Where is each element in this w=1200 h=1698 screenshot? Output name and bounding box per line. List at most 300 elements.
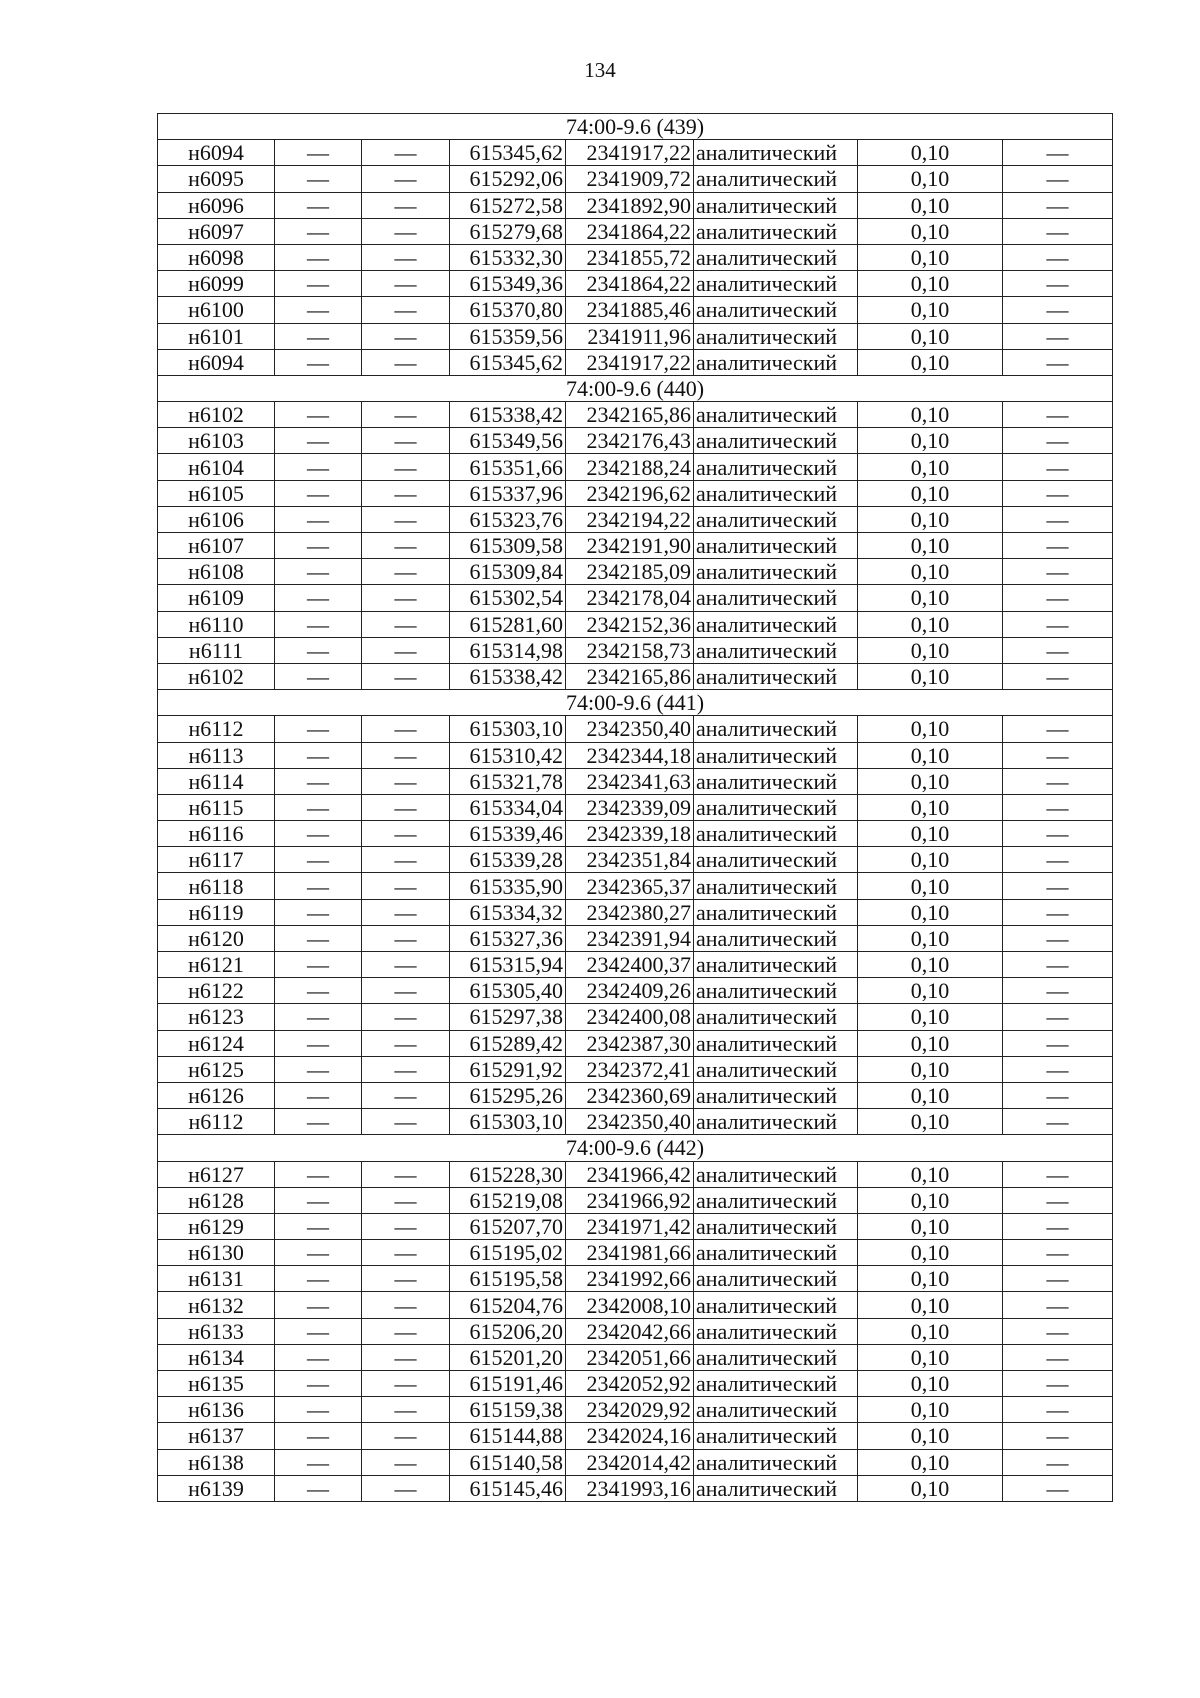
table-row [158, 1449, 1113, 1475]
dash-cell: — [1003, 218, 1113, 244]
point-name-cell: н6108 [158, 559, 275, 585]
method-cell: аналитический [694, 1187, 858, 1213]
section-header-row [158, 114, 1113, 140]
y-coordinate-cell: 2342178,04 [566, 585, 694, 611]
dash-cell: — [275, 1318, 362, 1344]
accuracy-cell: 0,10 [858, 1344, 1003, 1370]
table-row [158, 611, 1113, 637]
table-row [158, 271, 1113, 297]
y-coordinate-cell: 2342380,27 [566, 899, 694, 925]
point-name-cell: н6107 [158, 533, 275, 559]
point-name-cell: н6115 [158, 794, 275, 820]
dash-cell: — [1003, 585, 1113, 611]
x-coordinate-cell: 615321,78 [450, 768, 566, 794]
dash-cell: — [1003, 533, 1113, 559]
dash-cell: — [275, 349, 362, 375]
table-row [158, 506, 1113, 532]
y-coordinate-cell: 2342365,37 [566, 873, 694, 899]
table-row [158, 349, 1113, 375]
method-cell: аналитический [694, 794, 858, 820]
x-coordinate-cell: 615349,56 [450, 428, 566, 454]
x-coordinate-cell: 615159,38 [450, 1397, 566, 1423]
accuracy-cell: 0,10 [858, 978, 1003, 1004]
table-row [158, 768, 1113, 794]
dash-cell: — [275, 899, 362, 925]
point-name-cell: н6126 [158, 1082, 275, 1108]
dash-cell: — [275, 1449, 362, 1475]
method-cell: аналитический [694, 716, 858, 742]
table-row [158, 402, 1113, 428]
method-cell: аналитический [694, 873, 858, 899]
method-cell: аналитический [694, 1344, 858, 1370]
dash-cell: — [362, 323, 450, 349]
x-coordinate-cell: 615315,94 [450, 952, 566, 978]
dash-cell: — [362, 585, 450, 611]
method-cell: аналитический [694, 952, 858, 978]
table-row [158, 742, 1113, 768]
dash-cell: — [1003, 663, 1113, 689]
accuracy-cell: 0,10 [858, 821, 1003, 847]
dash-cell: — [362, 454, 450, 480]
method-cell: аналитический [694, 663, 858, 689]
accuracy-cell: 0,10 [858, 1292, 1003, 1318]
x-coordinate-cell: 615339,46 [450, 821, 566, 847]
dash-cell: — [1003, 1004, 1113, 1030]
dash-cell: — [1003, 402, 1113, 428]
x-coordinate-cell: 615337,96 [450, 480, 566, 506]
method-cell: аналитический [694, 454, 858, 480]
dash-cell: — [275, 506, 362, 532]
x-coordinate-cell: 615295,26 [450, 1082, 566, 1108]
table-row [158, 428, 1113, 454]
table-row [158, 1161, 1113, 1187]
x-coordinate-cell: 615297,38 [450, 1004, 566, 1030]
dash-cell: — [275, 428, 362, 454]
page-number: 134 [584, 58, 616, 82]
dash-cell: — [362, 192, 450, 218]
method-cell: аналитический [694, 271, 858, 297]
accuracy-cell: 0,10 [858, 428, 1003, 454]
point-name-cell: н6099 [158, 271, 275, 297]
accuracy-cell: 0,10 [858, 454, 1003, 480]
point-name-cell: н6105 [158, 480, 275, 506]
accuracy-cell: 0,10 [858, 611, 1003, 637]
table-row [158, 978, 1113, 1004]
dash-cell: — [275, 454, 362, 480]
x-coordinate-cell: 615291,92 [450, 1056, 566, 1082]
dash-cell: — [275, 925, 362, 951]
dash-cell: — [362, 1056, 450, 1082]
x-coordinate-cell: 615272,58 [450, 192, 566, 218]
dash-cell: — [362, 1292, 450, 1318]
dash-cell: — [1003, 271, 1113, 297]
dash-cell: — [1003, 1161, 1113, 1187]
accuracy-cell: 0,10 [858, 480, 1003, 506]
method-cell: аналитический [694, 585, 858, 611]
dash-cell: — [275, 1344, 362, 1370]
x-coordinate-cell: 615292,06 [450, 166, 566, 192]
dash-cell: — [1003, 1344, 1113, 1370]
dash-cell: — [1003, 873, 1113, 899]
x-coordinate-cell: 615206,20 [450, 1318, 566, 1344]
method-cell: аналитический [694, 1240, 858, 1266]
method-cell: аналитический [694, 349, 858, 375]
table-row [158, 821, 1113, 847]
table-row [158, 218, 1113, 244]
dash-cell: — [362, 1187, 450, 1213]
accuracy-cell: 0,10 [858, 637, 1003, 663]
table-row [158, 140, 1113, 166]
dash-cell: — [1003, 244, 1113, 270]
dash-cell: — [1003, 454, 1113, 480]
x-coordinate-cell: 615323,76 [450, 506, 566, 532]
dash-cell: — [362, 1397, 450, 1423]
y-coordinate-cell: 2341917,22 [566, 140, 694, 166]
point-name-cell: н6128 [158, 1187, 275, 1213]
accuracy-cell: 0,10 [858, 1213, 1003, 1239]
table-row [158, 1082, 1113, 1108]
point-name-cell: н6135 [158, 1371, 275, 1397]
dash-cell: — [275, 847, 362, 873]
dash-cell: — [1003, 140, 1113, 166]
y-coordinate-cell: 2342391,94 [566, 925, 694, 951]
method-cell: аналитический [694, 1449, 858, 1475]
accuracy-cell: 0,10 [858, 663, 1003, 689]
accuracy-cell: 0,10 [858, 559, 1003, 585]
point-name-cell: н6124 [158, 1030, 275, 1056]
dash-cell: — [362, 244, 450, 270]
point-name-cell: н6096 [158, 192, 275, 218]
dash-cell: — [275, 140, 362, 166]
y-coordinate-cell: 2342350,40 [566, 1109, 694, 1135]
accuracy-cell: 0,10 [858, 506, 1003, 532]
table-row [158, 1187, 1113, 1213]
point-name-cell: н6122 [158, 978, 275, 1004]
accuracy-cell: 0,10 [858, 1030, 1003, 1056]
y-coordinate-cell: 2342188,24 [566, 454, 694, 480]
accuracy-cell: 0,10 [858, 585, 1003, 611]
y-coordinate-cell: 2341864,22 [566, 218, 694, 244]
dash-cell: — [362, 218, 450, 244]
dash-cell: — [275, 1161, 362, 1187]
dash-cell: — [1003, 1213, 1113, 1239]
dash-cell: — [1003, 821, 1113, 847]
point-name-cell: н6100 [158, 297, 275, 323]
x-coordinate-cell: 615310,42 [450, 742, 566, 768]
accuracy-cell: 0,10 [858, 271, 1003, 297]
dash-cell: — [275, 978, 362, 1004]
dash-cell: — [362, 1266, 450, 1292]
dash-cell: — [275, 1397, 362, 1423]
point-name-cell: н6134 [158, 1344, 275, 1370]
accuracy-cell: 0,10 [858, 1187, 1003, 1213]
dash-cell: — [1003, 1475, 1113, 1501]
table-row [158, 1318, 1113, 1344]
x-coordinate-cell: 615338,42 [450, 663, 566, 689]
dash-cell: — [275, 533, 362, 559]
y-coordinate-cell: 2342191,90 [566, 533, 694, 559]
table-row [158, 847, 1113, 873]
point-name-cell: н6094 [158, 349, 275, 375]
x-coordinate-cell: 615302,54 [450, 585, 566, 611]
dash-cell: — [275, 244, 362, 270]
dash-cell: — [1003, 1318, 1113, 1344]
x-coordinate-cell: 615305,40 [450, 978, 566, 1004]
accuracy-cell: 0,10 [858, 1371, 1003, 1397]
point-name-cell: н6111 [158, 637, 275, 663]
accuracy-cell: 0,10 [858, 192, 1003, 218]
point-name-cell: н6129 [158, 1213, 275, 1239]
point-name-cell: н6137 [158, 1423, 275, 1449]
dash-cell: — [362, 1344, 450, 1370]
table-row [158, 323, 1113, 349]
dash-cell: — [1003, 1449, 1113, 1475]
dash-cell: — [362, 506, 450, 532]
point-name-cell: н6102 [158, 402, 275, 428]
dash-cell: — [362, 952, 450, 978]
dash-cell: — [1003, 1109, 1113, 1135]
x-coordinate-cell: 615345,62 [450, 140, 566, 166]
table-row [158, 533, 1113, 559]
dash-cell: — [362, 611, 450, 637]
point-name-cell: н6120 [158, 925, 275, 951]
accuracy-cell: 0,10 [858, 297, 1003, 323]
dash-cell: — [362, 768, 450, 794]
method-cell: аналитический [694, 218, 858, 244]
dash-cell: — [275, 1292, 362, 1318]
method-cell: аналитический [694, 402, 858, 428]
y-coordinate-cell: 2342400,08 [566, 1004, 694, 1030]
y-coordinate-cell: 2342350,40 [566, 716, 694, 742]
dash-cell: — [275, 1030, 362, 1056]
dash-cell: — [1003, 1266, 1113, 1292]
method-cell: аналитический [694, 1423, 858, 1449]
accuracy-cell: 0,10 [858, 1056, 1003, 1082]
dash-cell: — [1003, 847, 1113, 873]
point-name-cell: н6131 [158, 1266, 275, 1292]
accuracy-cell: 0,10 [858, 1397, 1003, 1423]
dash-cell: — [1003, 349, 1113, 375]
y-coordinate-cell: 2342351,84 [566, 847, 694, 873]
dash-cell: — [1003, 716, 1113, 742]
point-name-cell: н6132 [158, 1292, 275, 1318]
y-coordinate-cell: 2341885,46 [566, 297, 694, 323]
dash-cell: — [1003, 297, 1113, 323]
y-coordinate-cell: 2341971,42 [566, 1213, 694, 1239]
dash-cell: — [362, 716, 450, 742]
accuracy-cell: 0,10 [858, 244, 1003, 270]
accuracy-cell: 0,10 [858, 1004, 1003, 1030]
dash-cell: — [362, 140, 450, 166]
dash-cell: — [1003, 952, 1113, 978]
x-coordinate-cell: 615145,46 [450, 1475, 566, 1501]
y-coordinate-cell: 2341917,22 [566, 349, 694, 375]
dash-cell: — [362, 349, 450, 375]
dash-cell: — [362, 1371, 450, 1397]
point-name-cell: н6109 [158, 585, 275, 611]
method-cell: аналитический [694, 821, 858, 847]
dash-cell: — [1003, 1292, 1113, 1318]
y-coordinate-cell: 2342339,09 [566, 794, 694, 820]
dash-cell: — [362, 899, 450, 925]
table-row [158, 899, 1113, 925]
y-coordinate-cell: 2342042,66 [566, 1318, 694, 1344]
table-row [158, 1266, 1113, 1292]
x-coordinate-cell: 615144,88 [450, 1423, 566, 1449]
method-cell: аналитический [694, 244, 858, 270]
method-cell: аналитический [694, 533, 858, 559]
x-coordinate-cell: 615339,28 [450, 847, 566, 873]
table-row [158, 925, 1113, 951]
dash-cell: — [362, 925, 450, 951]
point-name-cell: н6118 [158, 873, 275, 899]
dash-cell: — [275, 559, 362, 585]
y-coordinate-cell: 2341981,66 [566, 1240, 694, 1266]
point-name-cell: н6121 [158, 952, 275, 978]
y-coordinate-cell: 2342014,42 [566, 1449, 694, 1475]
table-row [158, 637, 1113, 663]
dash-cell: — [1003, 925, 1113, 951]
table-row [158, 1240, 1113, 1266]
x-coordinate-cell: 615345,62 [450, 349, 566, 375]
y-coordinate-cell: 2341966,92 [566, 1187, 694, 1213]
table-row [158, 480, 1113, 506]
dash-cell: — [1003, 768, 1113, 794]
point-name-cell: н6106 [158, 506, 275, 532]
table-row [158, 1004, 1113, 1030]
method-cell: аналитический [694, 1371, 858, 1397]
method-cell: аналитический [694, 1318, 858, 1344]
x-coordinate-cell: 615309,84 [450, 559, 566, 585]
y-coordinate-cell: 2342339,18 [566, 821, 694, 847]
dash-cell: — [1003, 166, 1113, 192]
dash-cell: — [275, 873, 362, 899]
method-cell: аналитический [694, 1109, 858, 1135]
x-coordinate-cell: 615334,32 [450, 899, 566, 925]
dash-cell: — [1003, 794, 1113, 820]
dash-cell: — [362, 533, 450, 559]
x-coordinate-cell: 615195,02 [450, 1240, 566, 1266]
section-title: 74:00-9.6 (442) [158, 1135, 1113, 1161]
y-coordinate-cell: 2342344,18 [566, 742, 694, 768]
dash-cell: — [362, 1161, 450, 1187]
y-coordinate-cell: 2341909,72 [566, 166, 694, 192]
table-row [158, 585, 1113, 611]
point-name-cell: н6138 [158, 1449, 275, 1475]
dash-cell: — [1003, 428, 1113, 454]
dash-cell: — [275, 1475, 362, 1501]
point-name-cell: н6103 [158, 428, 275, 454]
dash-cell: — [275, 768, 362, 794]
dash-cell: — [362, 1213, 450, 1239]
x-coordinate-cell: 615303,10 [450, 716, 566, 742]
accuracy-cell: 0,10 [858, 349, 1003, 375]
dash-cell: — [275, 297, 362, 323]
method-cell: аналитический [694, 1056, 858, 1082]
dash-cell: — [362, 1475, 450, 1501]
x-coordinate-cell: 615289,42 [450, 1030, 566, 1056]
dash-cell: — [275, 166, 362, 192]
method-cell: аналитический [694, 480, 858, 506]
y-coordinate-cell: 2342165,86 [566, 663, 694, 689]
dash-cell: — [1003, 1240, 1113, 1266]
accuracy-cell: 0,10 [858, 794, 1003, 820]
accuracy-cell: 0,10 [858, 742, 1003, 768]
point-name-cell: н6095 [158, 166, 275, 192]
dash-cell: — [275, 480, 362, 506]
table-row [158, 952, 1113, 978]
dash-cell: — [275, 1056, 362, 1082]
accuracy-cell: 0,10 [858, 847, 1003, 873]
x-coordinate-cell: 615349,36 [450, 271, 566, 297]
point-name-cell: н6139 [158, 1475, 275, 1501]
y-coordinate-cell: 2341892,90 [566, 192, 694, 218]
accuracy-cell: 0,10 [858, 716, 1003, 742]
method-cell: аналитический [694, 192, 858, 218]
method-cell: аналитический [694, 1030, 858, 1056]
dash-cell: — [362, 1030, 450, 1056]
y-coordinate-cell: 2342387,30 [566, 1030, 694, 1056]
y-coordinate-cell: 2342029,92 [566, 1397, 694, 1423]
dash-cell: — [275, 402, 362, 428]
y-coordinate-cell: 2341855,72 [566, 244, 694, 270]
x-coordinate-cell: 615303,10 [450, 1109, 566, 1135]
dash-cell: — [1003, 1423, 1113, 1449]
y-coordinate-cell: 2342341,63 [566, 768, 694, 794]
table-row [158, 1109, 1113, 1135]
method-cell: аналитический [694, 742, 858, 768]
y-coordinate-cell: 2342008,10 [566, 1292, 694, 1318]
y-coordinate-cell: 2342051,66 [566, 1344, 694, 1370]
dash-cell: — [1003, 323, 1113, 349]
y-coordinate-cell: 2341911,96 [566, 323, 694, 349]
dash-cell: — [362, 428, 450, 454]
section-header-row [158, 690, 1113, 716]
dash-cell: — [1003, 742, 1113, 768]
point-name-cell: н6097 [158, 218, 275, 244]
accuracy-cell: 0,10 [858, 1240, 1003, 1266]
x-coordinate-cell: 615195,58 [450, 1266, 566, 1292]
dash-cell: — [362, 1240, 450, 1266]
dash-cell: — [275, 1004, 362, 1030]
dash-cell: — [275, 1213, 362, 1239]
dash-cell: — [1003, 1371, 1113, 1397]
accuracy-cell: 0,10 [858, 925, 1003, 951]
point-name-cell: н6130 [158, 1240, 275, 1266]
x-coordinate-cell: 615327,36 [450, 925, 566, 951]
method-cell: аналитический [694, 1292, 858, 1318]
method-cell: аналитический [694, 899, 858, 925]
dash-cell: — [275, 611, 362, 637]
table-row [158, 454, 1113, 480]
x-coordinate-cell: 615281,60 [450, 611, 566, 637]
point-name-cell: н6117 [158, 847, 275, 873]
method-cell: аналитический [694, 559, 858, 585]
x-coordinate-cell: 615191,46 [450, 1371, 566, 1397]
y-coordinate-cell: 2342409,26 [566, 978, 694, 1004]
dash-cell: — [1003, 192, 1113, 218]
x-coordinate-cell: 615338,42 [450, 402, 566, 428]
method-cell: аналитический [694, 637, 858, 663]
accuracy-cell: 0,10 [858, 899, 1003, 925]
table-row [158, 1397, 1113, 1423]
point-name-cell: н6116 [158, 821, 275, 847]
dash-cell: — [275, 742, 362, 768]
point-name-cell: н6098 [158, 244, 275, 270]
point-name-cell: н6110 [158, 611, 275, 637]
table-row [158, 794, 1113, 820]
method-cell: аналитический [694, 847, 858, 873]
